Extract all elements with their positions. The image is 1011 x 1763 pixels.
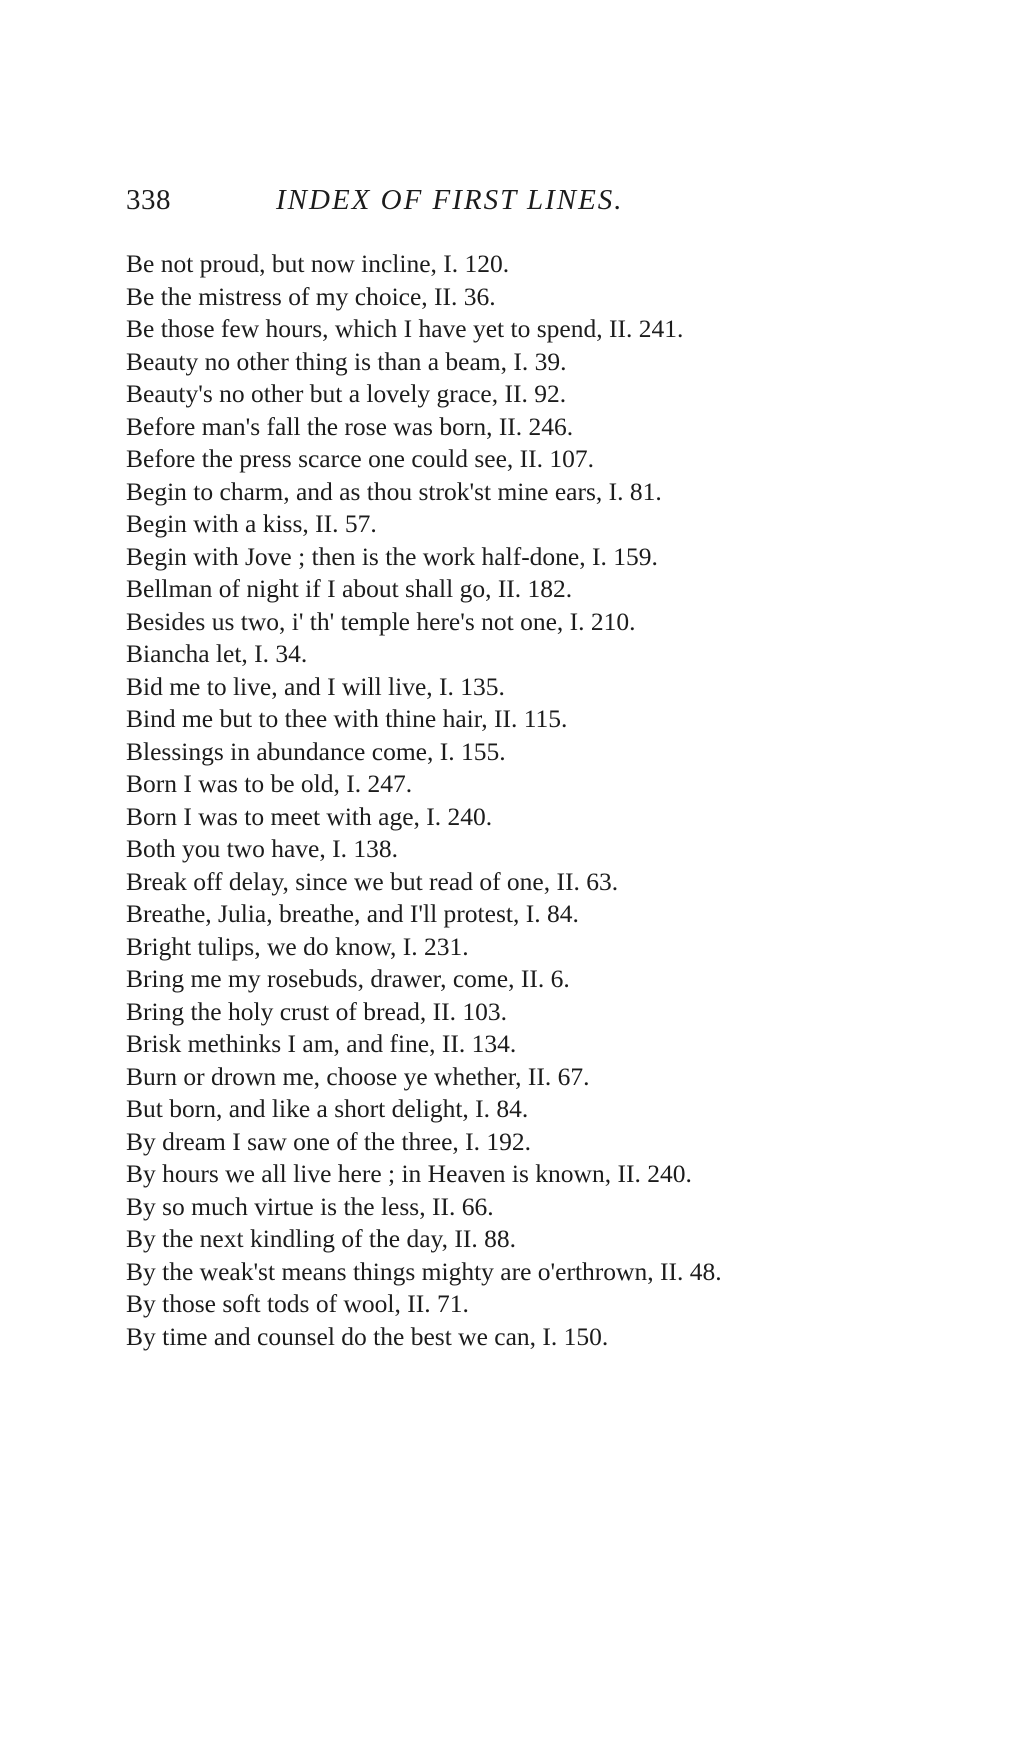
index-entry: Bring the holy crust of bread, II. 103. xyxy=(126,996,507,1026)
index-entry: By those soft tods of wool, II. 71. xyxy=(126,1289,469,1318)
index-entry: By the next kindling of the day, II. 88. xyxy=(126,1224,516,1253)
index-entry: By so much virtue is the less, II. 66. xyxy=(126,1191,494,1221)
index-entry: But born, and like a short delight, I. 84. xyxy=(126,1094,529,1123)
index-entry: Beauty no other thing is than a beam, I. 39. xyxy=(126,346,567,376)
index-entry: Begin with Jove ; then is the work half-done, I. 159. xyxy=(126,541,658,571)
index-entry: Besides us two, i' th' temple here's not one, I. 210. xyxy=(126,606,636,636)
index-entry: By dream I saw one of the three, I. 192. xyxy=(126,1126,532,1156)
index-entry: Burn or drown me, choose ye whether, II. 67. xyxy=(126,1061,590,1091)
index-entry: Begin to charm, and as thou strok'st mine ears, I. 81. xyxy=(126,476,662,506)
index-entry: Bellman of night if I about shall go, II. 182. xyxy=(126,574,573,603)
index-entry: Be the mistress of my choice, II. 36. xyxy=(126,281,496,311)
index-entry: Break off delay, since we but read of one, II. 63. xyxy=(126,866,619,896)
index-entry: Bid me to live, and I will live, I. 135. xyxy=(126,671,505,701)
index-entry: Be not proud, but now incline, I. 120. xyxy=(126,249,510,278)
index-entry: Born I was to meet with age, I. 240. xyxy=(126,801,493,831)
index-entry: By time and counsel do the best we can, I. 150. xyxy=(126,1321,609,1351)
page-number: 338 xyxy=(126,184,171,216)
index-entry: By the weak'st means things mighty are o'erthrown, II. 48. xyxy=(126,1256,722,1286)
index-entry: Blessings in abundance come, I. 155. xyxy=(126,736,506,766)
page-header xyxy=(126,184,726,224)
index-entry: By hours we all live here ; in Heaven is known, II. 240. xyxy=(126,1159,692,1188)
index-entry: Both you two have, I. 138. xyxy=(126,834,398,863)
index-entry: Bind me but to thee with thine hair, II. 115. xyxy=(126,704,568,733)
index-entries-list xyxy=(126,248,866,1353)
running-title: INDEX OF FIRST LINES. xyxy=(276,184,624,216)
index-entry: Beauty's no other but a lovely grace, II. 92. xyxy=(126,379,567,408)
index-entry: Before man's fall the rose was born, II. 246. xyxy=(126,411,574,441)
index-entry: Bring me my rosebuds, drawer, come, II. 6. xyxy=(126,964,570,993)
index-entry: Breathe, Julia, breathe, and I'll protest, I. 84. xyxy=(126,899,579,928)
index-entry: Born I was to be old, I. 247. xyxy=(126,769,413,798)
index-entry: Bright tulips, we do know, I. 231. xyxy=(126,931,469,961)
index-entry: Be those few hours, which I have yet to spend, II. 241. xyxy=(126,314,684,343)
index-entry: Biancha let, I. 34. xyxy=(126,639,308,668)
index-entry: Brisk methinks I am, and fine, II. 134. xyxy=(126,1029,517,1058)
index-entry: Begin with a kiss, II. 57. xyxy=(126,509,377,538)
index-entry: Before the press scarce one could see, II. 107. xyxy=(126,444,595,473)
